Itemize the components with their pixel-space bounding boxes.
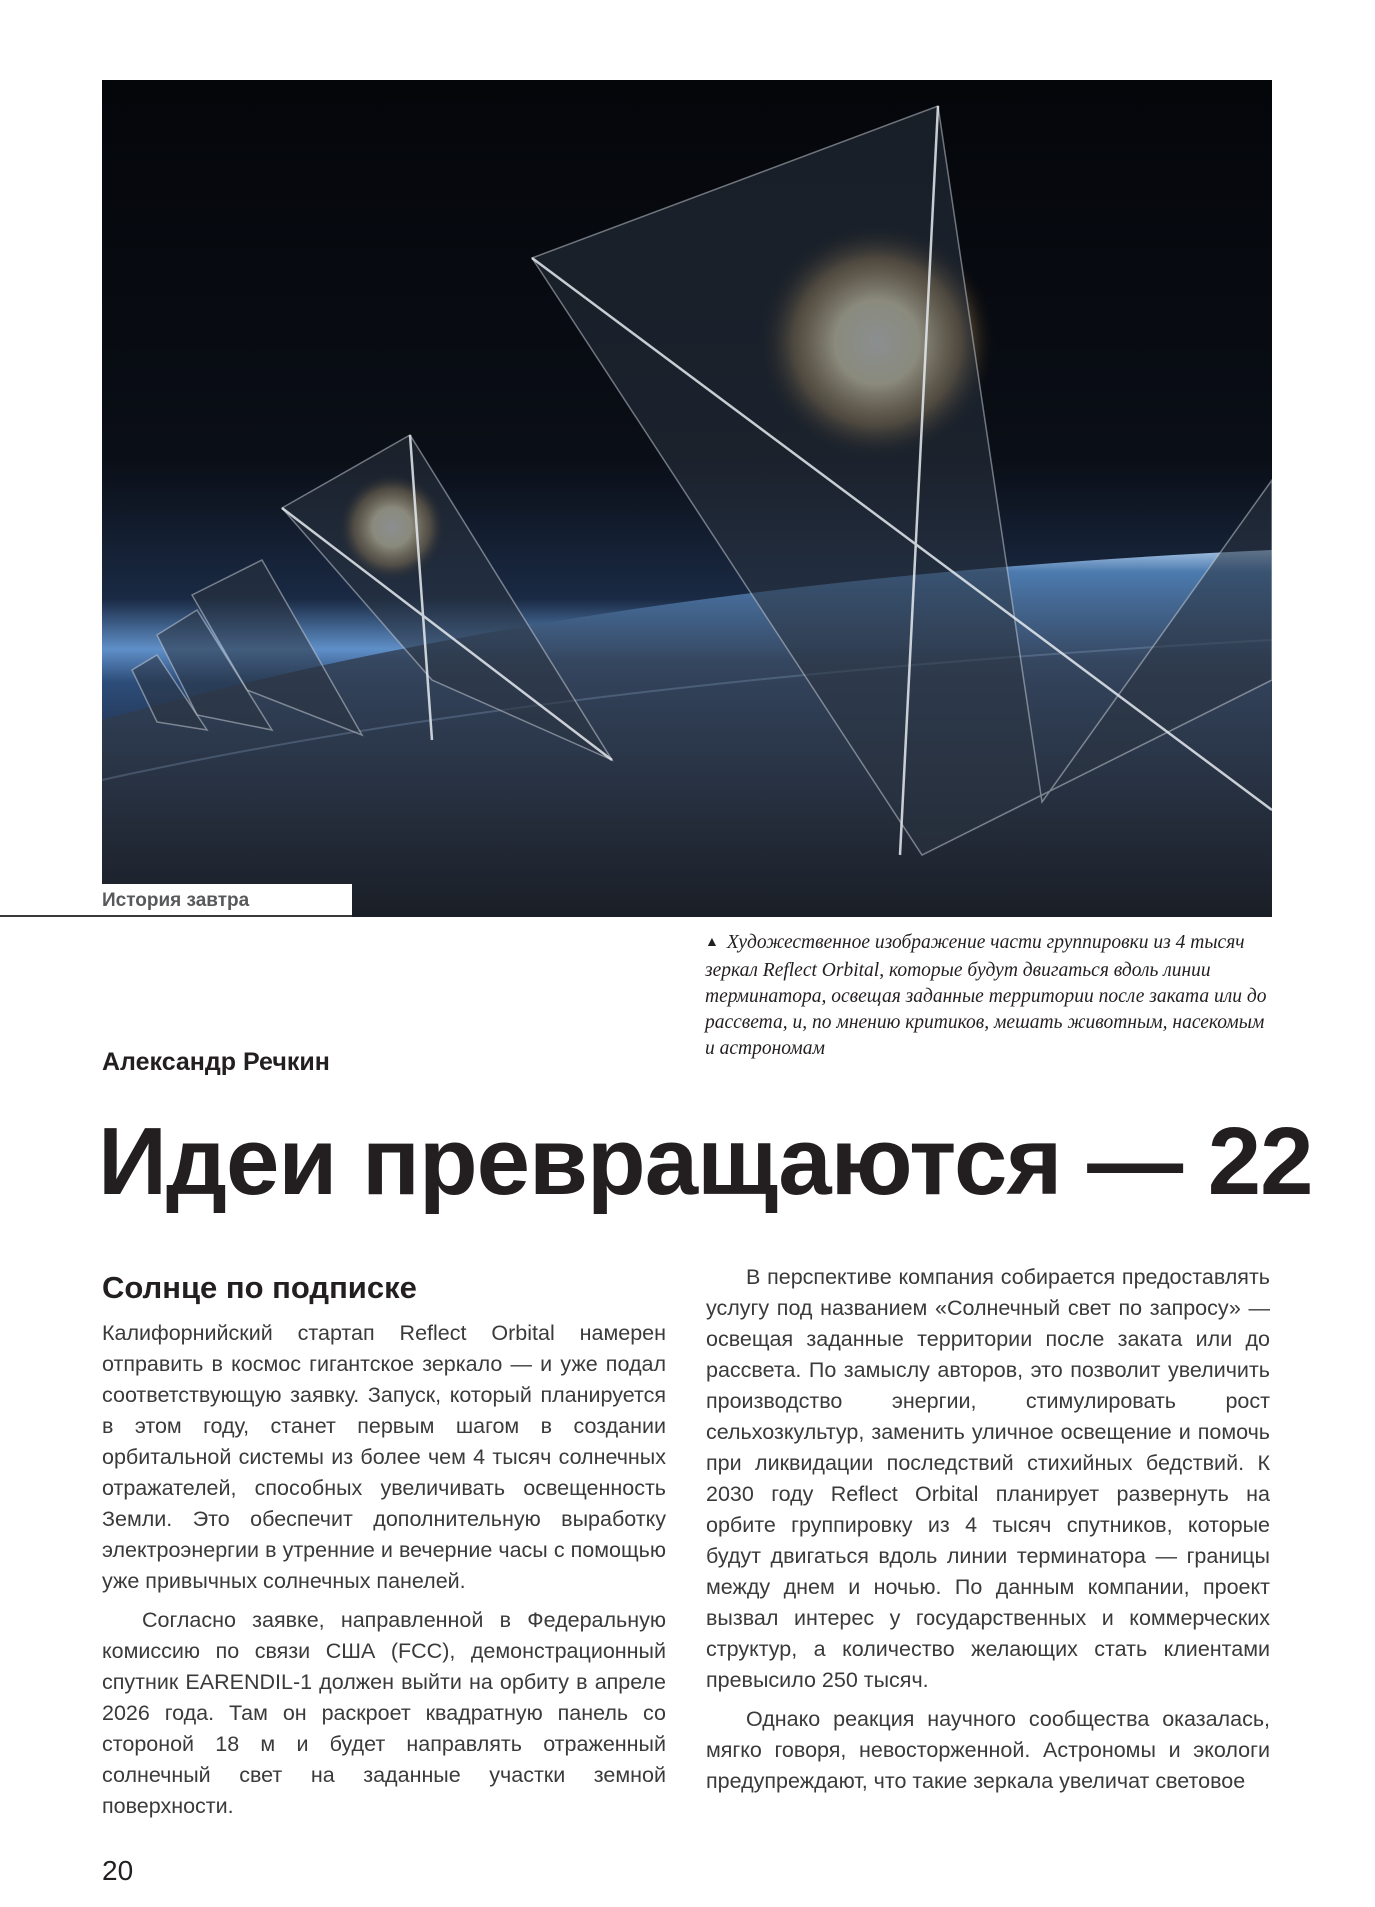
article-headline: Идеи превращаются — 22 [98, 1108, 1313, 1215]
body-paragraph: В перспективе компания собирается предоставлять услугу под названием «Солнечный свет по запросу» — освещая заданные территории после заката или до рассвета. По замыслу авторов, это позволит увеличить производство энергии, стимулировать рост сельхозкультур, заменить уличное освещение и помочь при ликвидации последствий стихийных бедствий. К 2030 году Reflect Orbital планирует развернуть на орбите группировку из 4 тысяч спутников, которые будут двигаться вдоль линии терминатора — границы между днем и ночью. По данным компании, проект вызвал интерес у государственных и коммерческих структур, а количество желающих стать клиентами превысило 250 тысяч. [706, 1265, 1270, 1692]
author-name: Александр Речкин [102, 1048, 330, 1076]
right-column [706, 1262, 1270, 1805]
body-paragraph: Согласно заявке, направленной в Федеральную комиссию по связи США (FCC), демонстрационный спутник EARENDIL-1 должен выйти на орбиту в апреле 2026 года. Там он раскроет квадратную панель со стороной 18 м и будет направлять отраженный солнечный свет на заданные участки земной поверхности. [102, 1608, 666, 1818]
caption-triangle-icon: ▲ [705, 935, 719, 950]
section-tab: История завтра [0, 884, 352, 917]
orbital-mirrors-illustration [102, 80, 1272, 917]
hero-illustration [102, 80, 1272, 917]
section-subhead: Солнце по подписке [102, 1270, 417, 1305]
body-paragraph: Калифорнийский стартап Reflect Orbital намерен отправить в космос гигантское зеркало — и уже подал соответствующую заявку. Запуск, который планируется в этом году, станет первым шагом в создании орбитальной системы из более чем 4 тысяч солнечных отражателей, способных увеличивать освещенность Земли. Это обеспечит дополнительную выработку электроэнергии в утренние и вечерние часы с помощью уже привычных солнечных панелей. [102, 1321, 666, 1593]
caption-text: Художественное изображение части группировки из 4 тысяч зеркал Reflect Orbital, которые будут двигаться вдоль линии терминатора, освещая заданные территории после заката или до рассвета, и, по мнению критиков, мешать животным, насекомым и астрономам [705, 932, 1267, 1059]
image-caption [705, 930, 1272, 1062]
page-number: 20 [102, 1855, 134, 1886]
body-paragraph: Однако реакция научного сообщества оказалась, мягко говоря, невосторженной. Астрономы и экологи предупреждают, что такие зеркала увеличат световое [706, 1707, 1270, 1793]
left-column [102, 1268, 666, 1830]
